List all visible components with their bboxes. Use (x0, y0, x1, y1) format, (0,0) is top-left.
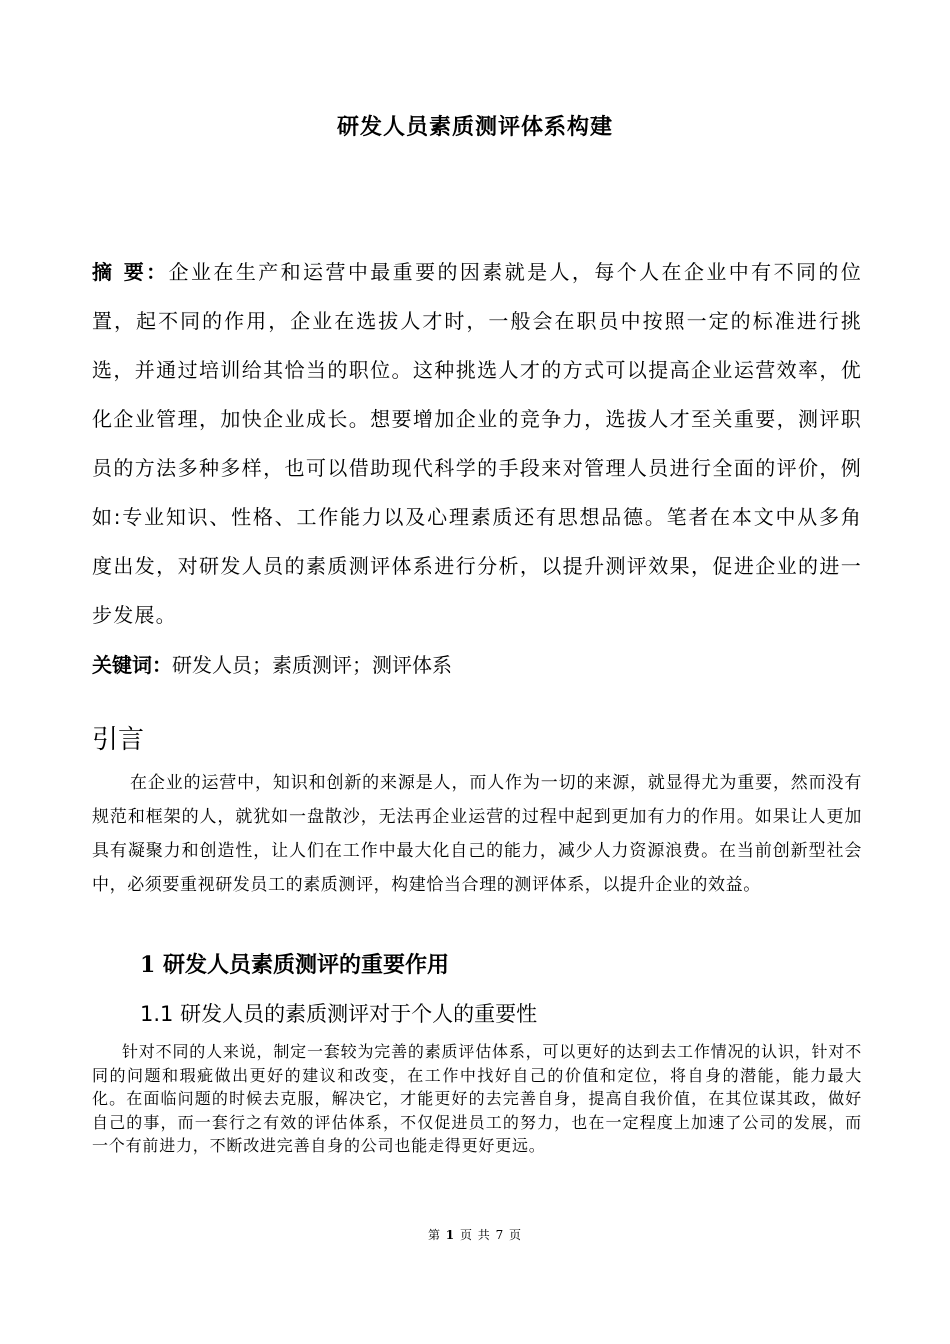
keywords-text: 研发人员；素质测评；测评体系 (172, 653, 452, 677)
abstract-text: 企业在生产和运营中最重要的因素就是人，每个人在企业中有不同的位置，起不同的作用，企业在选拔人才时，一般会在职员中按照一定的标准进行挑选，并通过培训给其恰当的职位。这种挑选人才的方式可以提高企业运营效率，优化企业管理，加快企业成长。想要增加企业的竞争力，选拔人才至关重要，测评职员的方法多种多样，也可以借助现代科学的手段来对管理人员进行全面的评价，例如:专业知识、性格、工作能力以及心理素质还有思想品德。笔者在本文中从多角度出发，对研发人员的素质测评体系进行分析，以提升测评效果，促进企业的进一步发展。 (92, 260, 862, 627)
intro-paragraph: 在企业的运营中，知识和创新的来源是人，而人作为一切的来源，就显得尤为重要，然而没有规范和框架的人，就犹如一盘散沙，无法再企业运营的过程中起到更加有力的作用。如果让人更加具有凝聚力和创造性，让人们在工作中最大化自己的能力，减少人力资源浪费。在当前创新型社会中，必须要重视研发员工的素质测评，构建恰当合理的测评体系，以提升企业的效益。 (92, 773, 862, 895)
section-1-1-paragraph: 针对不同的人来说，制定一套较为完善的素质评估体系，可以更好的达到去工作情况的认识，针对不同的问题和瑕疵做出更好的建议和改变，在工作中找好自己的价值和定位，将自身的潜能，能力最大化。在面临问题的时候去克服，解决它，才能更好的去完善自身，提高自我价值，在其位谋其政，做好自己的事，而一套行之有效的评估体系，不仅促进员工的努力，也在一定程度上加速了公司的发展，而一个有前进力，不断改进完善自身的公司也能走得更好更远。 (92, 1042, 862, 1155)
keywords-label: 关键词： (92, 653, 172, 677)
footer-middle: 页 共 (455, 1228, 496, 1242)
footer-page-number: 1 (445, 1228, 456, 1242)
section-1-heading: 1 研发人员素质测评的重要作用 (140, 952, 449, 978)
footer-prefix: 第 (427, 1228, 446, 1242)
section-1-1-heading: 1.1 研发人员的素质测评对于个人的重要性 (140, 1002, 538, 1026)
footer-total-pages: 7 (495, 1228, 505, 1242)
keywords-line (92, 647, 862, 683)
abstract-paragraph (92, 248, 862, 640)
page-footer (0, 1226, 950, 1243)
document-title: 研发人员素质测评体系构建 (336, 114, 613, 140)
intro-heading: 引言 (92, 725, 145, 755)
abstract-label: 摘 要： (92, 260, 169, 284)
footer-suffix: 页 (504, 1228, 523, 1242)
